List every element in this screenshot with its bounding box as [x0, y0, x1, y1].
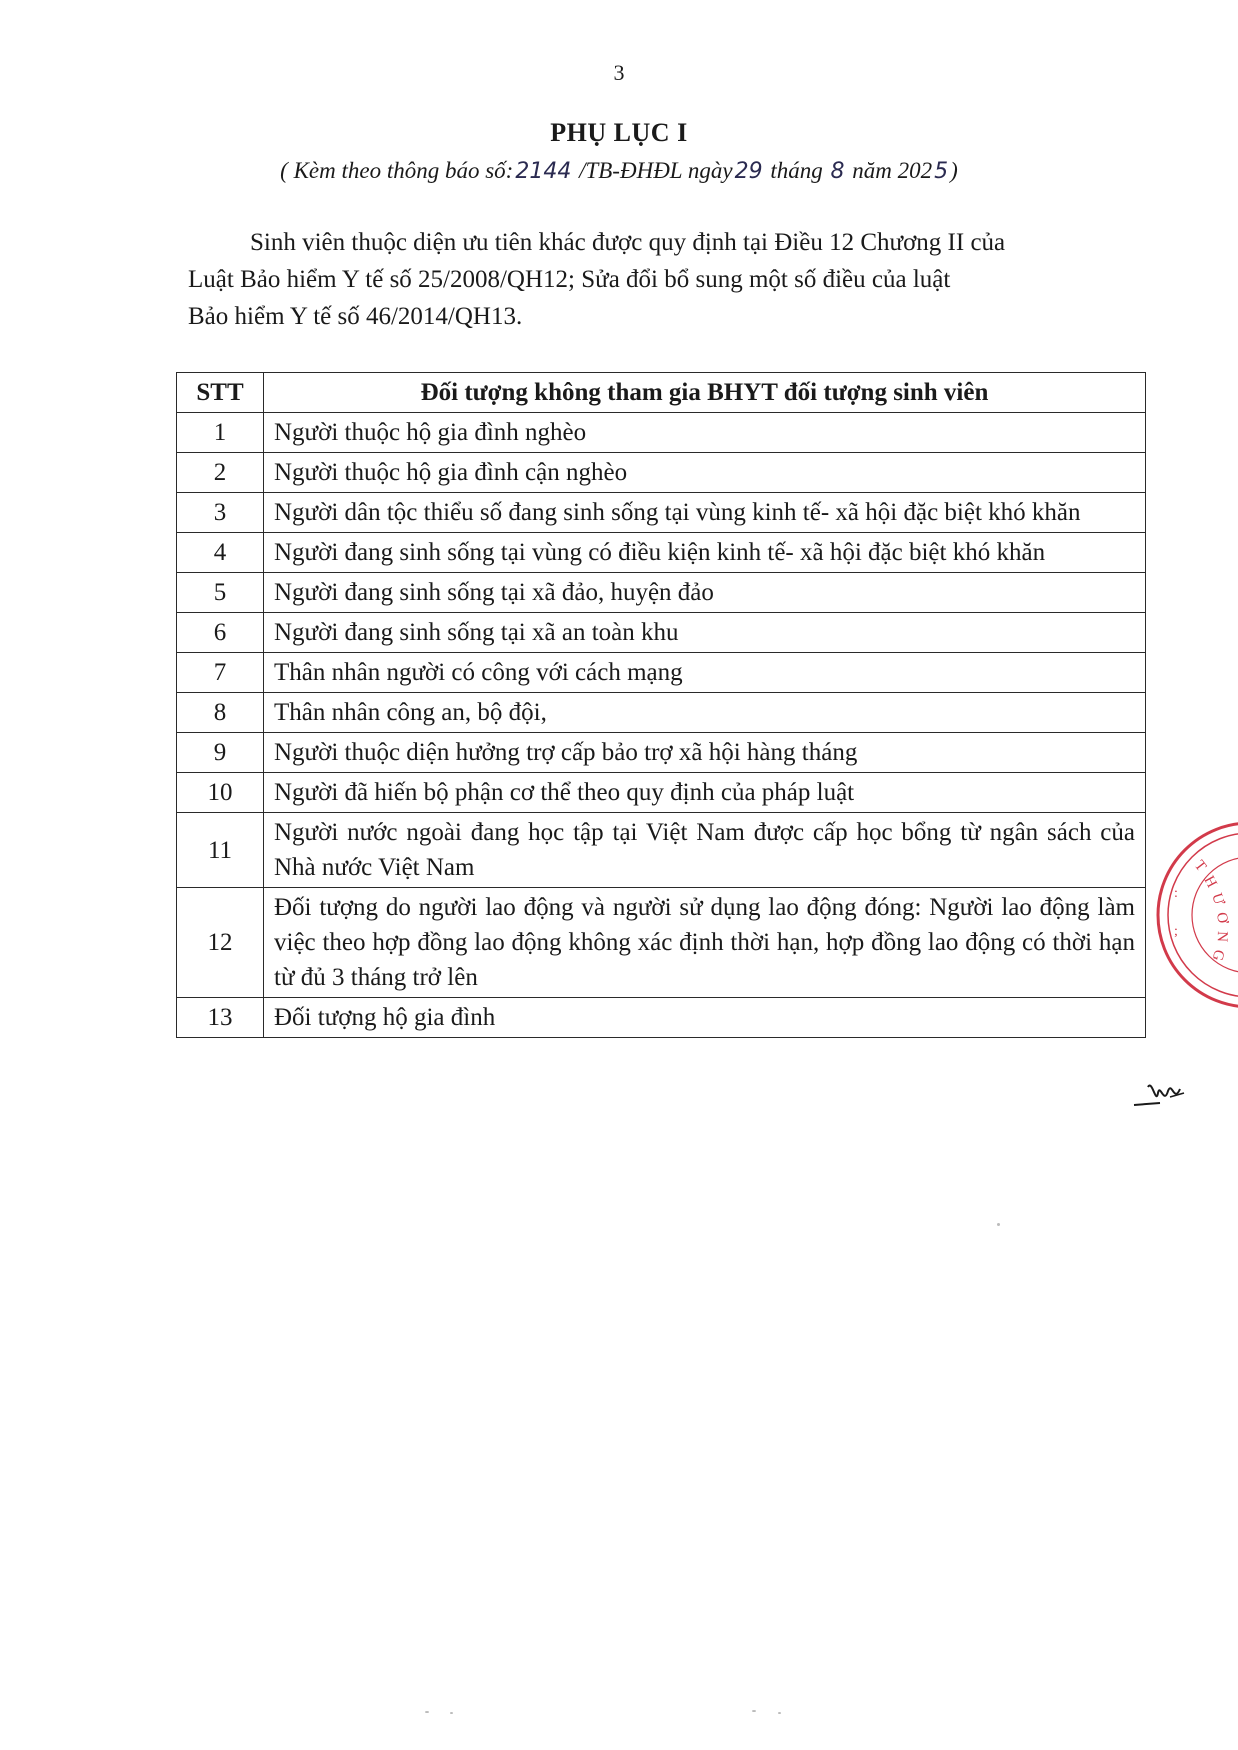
seal-letter: N — [1213, 930, 1230, 943]
row-description: Người thuộc hộ gia đình cận nghèo — [264, 453, 1146, 493]
row-description: Đối tượng do người lao động và người sử dụng lao động đóng: Người lao động làm việc theo hợp đồng lao động không xác định thời hạn, hợp đồng lao động có thời hạn từ đủ 3 tháng trở lên — [264, 888, 1146, 998]
table-row — [177, 888, 1146, 998]
intro-line-1 — [188, 224, 1138, 261]
beneficiary-table — [176, 372, 1146, 1038]
row-description: Người đã hiến bộ phận cơ thể theo quy định của pháp luật — [264, 773, 1146, 813]
table-row — [177, 998, 1146, 1038]
subtitle-middle-3: năm 202 — [846, 158, 933, 183]
red-seal-stamp — [1150, 815, 1238, 1015]
seal-letter: G — [1208, 948, 1227, 963]
signature-initial — [1130, 1075, 1190, 1115]
subtitle-middle-1: /TB-ĐHĐL ngày — [573, 158, 733, 183]
handwritten-day: 29 — [734, 159, 763, 184]
row-description: Người đang sinh sống tại vùng có điều kiện kinh tế- xã hội đặc biệt khó khăn — [264, 533, 1146, 573]
subtitle-middle-2: tháng — [764, 158, 829, 183]
appendix-subtitle — [0, 158, 1238, 184]
row-description: Thân nhân người có công với cách mạng — [264, 653, 1146, 693]
table-row — [177, 453, 1146, 493]
row-description: Người thuộc diện hưởng trợ cấp bảo trợ xã hội hàng tháng — [264, 733, 1146, 773]
row-stt: 4 — [177, 533, 264, 573]
intro-line-1-text: Sinh viên thuộc diện ưu tiên khác được quy định tại Điều 12 Chương II của — [250, 229, 1006, 256]
seal-mark: : — [1174, 886, 1178, 901]
row-stt: 8 — [177, 693, 264, 733]
table-row — [177, 573, 1146, 613]
table-row — [177, 613, 1146, 653]
signature-icon — [1130, 1075, 1190, 1115]
table-row — [177, 693, 1146, 733]
seal-letter: T — [1190, 857, 1210, 875]
row-stt: 2 — [177, 453, 264, 493]
table-row — [177, 813, 1146, 888]
row-description: Người thuộc hộ gia đình nghèo — [264, 413, 1146, 453]
row-stt: 13 — [177, 998, 264, 1038]
row-stt: 6 — [177, 613, 264, 653]
table-row — [177, 653, 1146, 693]
subtitle-suffix: ) — [950, 158, 958, 183]
row-description: Thân nhân công an, bộ đội, — [264, 693, 1146, 733]
handwritten-month: 8 — [830, 159, 845, 184]
row-stt: 5 — [177, 573, 264, 613]
row-stt: 7 — [177, 653, 264, 693]
row-stt: 10 — [177, 773, 264, 813]
row-description: Người đang sinh sống tại xã an toàn khu — [264, 613, 1146, 653]
row-description: Người dân tộc thiểu số đang sinh sống tại vùng kinh tế- xã hội đặc biệt khó khăn — [264, 493, 1146, 533]
table-row — [177, 533, 1146, 573]
row-stt: 12 — [177, 888, 264, 998]
table-header-row — [177, 373, 1146, 413]
row-stt: 3 — [177, 493, 264, 533]
handwritten-notice-number: 2144 — [515, 159, 572, 184]
table-row — [177, 733, 1146, 773]
seal-letter: Ư — [1208, 891, 1228, 908]
row-description: Người đang sinh sống tại xã đảo, huyện đảo — [264, 573, 1146, 613]
seal-icon — [1150, 815, 1238, 1015]
seal-mark: ; — [1174, 924, 1178, 939]
row-stt: 1 — [177, 413, 264, 453]
table-row — [177, 413, 1146, 453]
scan-speck — [778, 1712, 781, 1714]
appendix-title: PHỤ LỤC I — [550, 118, 688, 147]
intro-paragraph — [188, 224, 1138, 335]
table-row — [177, 493, 1146, 533]
seal-letter: H — [1200, 873, 1220, 891]
header-description: Đối tượng không tham gia BHYT đối tượng sinh viên — [264, 373, 1146, 413]
scan-speck — [752, 1710, 756, 1712]
header-stt: STT — [177, 373, 264, 413]
intro-line-3: Bảo hiểm Y tế số 46/2014/QH13. — [188, 303, 523, 330]
page-number: 3 — [613, 60, 625, 85]
subtitle-prefix: ( Kèm theo thông báo số: — [280, 158, 514, 183]
table-row — [177, 773, 1146, 813]
scan-speck — [997, 1223, 1000, 1226]
handwritten-year-digit: 5 — [934, 159, 949, 184]
scan-speck — [450, 1712, 453, 1714]
seal-letter: Ơ — [1213, 911, 1231, 925]
row-description: Đối tượng hộ gia đình — [264, 998, 1146, 1038]
intro-line-2: Luật Bảo hiểm Y tế số 25/2008/QH12; Sửa đổi bổ sung một số điều của luật — [188, 266, 951, 293]
row-stt: 9 — [177, 733, 264, 773]
row-stt: 11 — [177, 813, 264, 888]
scan-speck — [425, 1711, 429, 1713]
row-description: Người nước ngoài đang học tập tại Việt Nam được cấp học bổng từ ngân sách của Nhà nước Việt Nam — [264, 813, 1146, 888]
